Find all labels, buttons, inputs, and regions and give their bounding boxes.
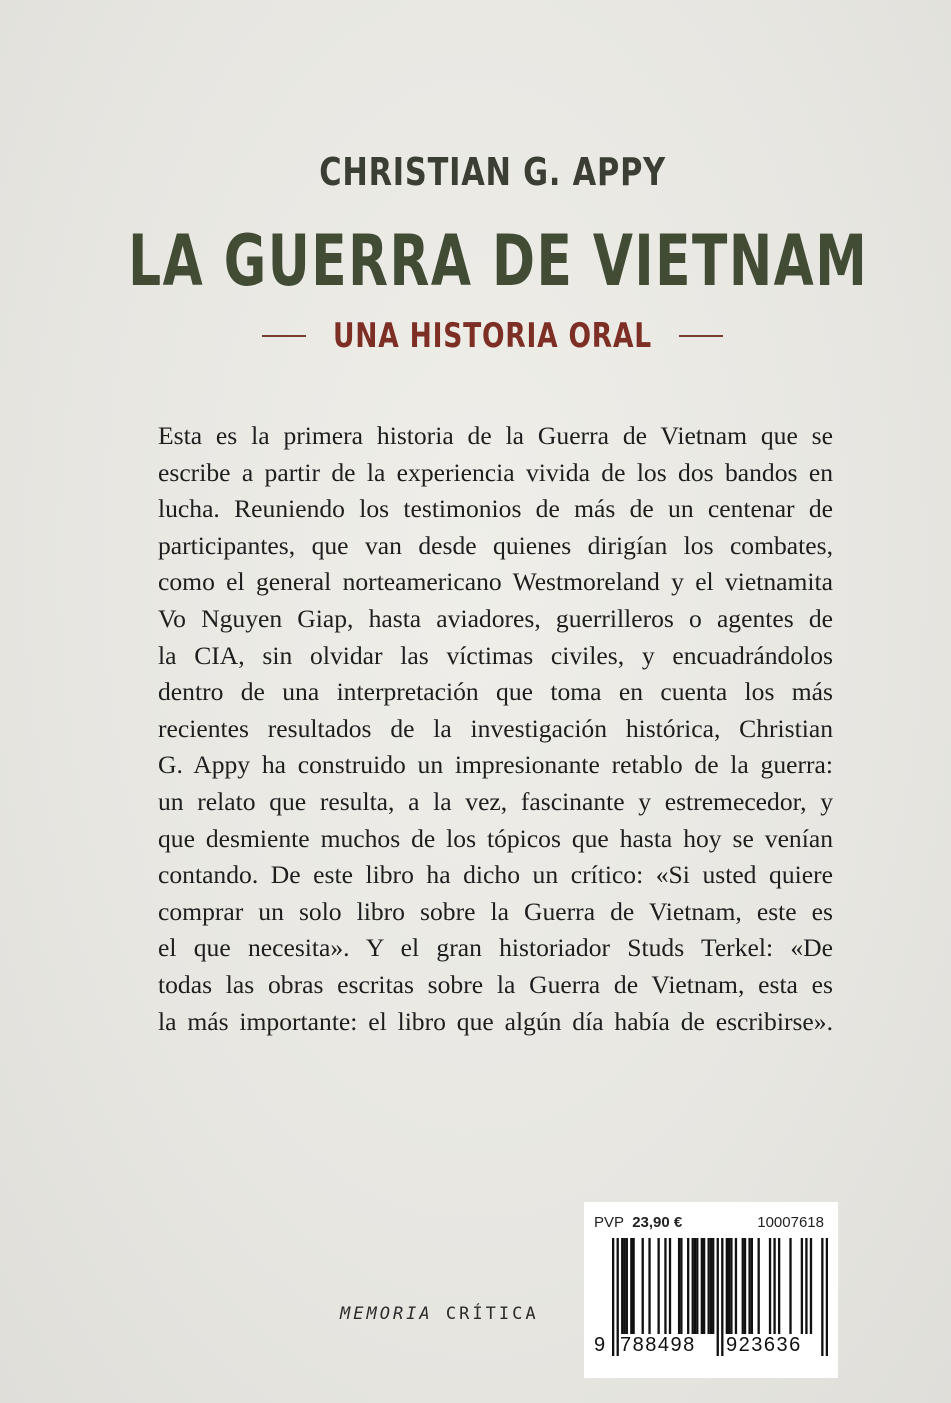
barcode-bar bbox=[712, 1238, 714, 1334]
barcode-bar bbox=[801, 1238, 803, 1334]
blurb-line: comprar un solo libro sobre la Guerra de Vietnam, este es bbox=[158, 896, 833, 926]
price-value: 23,90 € bbox=[632, 1214, 683, 1231]
collection-imprint bbox=[340, 1304, 539, 1324]
barcode-bar bbox=[678, 1238, 680, 1334]
barcode-bar bbox=[728, 1238, 730, 1334]
blurb-line: Esta es la primera historia de la Guerra de Vietnam que se bbox=[158, 421, 833, 450]
barcode-bar bbox=[621, 1238, 623, 1334]
barcode-bar bbox=[769, 1238, 771, 1334]
isbn-first-digit: 9 bbox=[594, 1334, 606, 1356]
blurb-line: que desmiente muchos de los tópicos que hasta hoy se venían bbox=[158, 823, 833, 853]
barcode-bar bbox=[717, 1238, 719, 1356]
barcode-bar bbox=[710, 1238, 712, 1334]
barcode-bar bbox=[744, 1238, 746, 1334]
barcode-bar bbox=[632, 1238, 634, 1334]
barcode-bar bbox=[617, 1238, 619, 1356]
barcode-bar bbox=[687, 1238, 689, 1334]
subtitle-row bbox=[0, 316, 951, 356]
barcode-bar bbox=[773, 1238, 775, 1334]
barcode-bar bbox=[748, 1238, 750, 1334]
imprint-word-critica: CRÍTICA bbox=[445, 1304, 539, 1324]
barcode-bar bbox=[778, 1238, 780, 1334]
barcode-bar bbox=[707, 1238, 709, 1334]
book-subtitle: UNA HISTORIA ORAL bbox=[333, 316, 652, 356]
blurb-line: G. Appy ha construido un impresionante retablo de la guerra: bbox=[158, 750, 833, 780]
blurb-line: contando. De este libro ha dicho un crítico: «Si usted quiere bbox=[158, 860, 833, 890]
subtitle-dash-right bbox=[679, 335, 723, 337]
pvp-label: PVP bbox=[594, 1214, 625, 1231]
isbn-group-left: 788498 bbox=[620, 1334, 696, 1356]
barcode-bar bbox=[805, 1238, 807, 1334]
barcode-bar bbox=[664, 1238, 666, 1334]
author-name: CHRISTIAN G. APPY bbox=[319, 150, 666, 194]
barcode-bar bbox=[648, 1238, 650, 1334]
barcode-bar bbox=[758, 1238, 760, 1334]
barcode-bar bbox=[789, 1238, 791, 1334]
blurb-line: dentro de una interpretación que toma en cuenta los más bbox=[158, 677, 833, 707]
blurb-line: todas las obras escritas sobre la Guerra de Vietnam, esta es bbox=[158, 969, 833, 999]
barcode-bar bbox=[680, 1238, 682, 1334]
blurb-line: el que necesita». Y el gran historiador Studs Terkel: «De bbox=[158, 933, 833, 963]
barcode-label bbox=[584, 1202, 838, 1378]
barcode-bar bbox=[742, 1238, 744, 1334]
barcode-bar bbox=[630, 1238, 632, 1334]
blurb-text bbox=[158, 418, 833, 1040]
barcode-bar bbox=[721, 1238, 723, 1356]
blurb-line: la más importante: el libro que algún día había de escribirse». bbox=[158, 1006, 833, 1036]
barcode-bar bbox=[612, 1238, 614, 1356]
barcode-bar bbox=[751, 1238, 753, 1334]
barcode-bar bbox=[703, 1238, 705, 1334]
price-row bbox=[594, 1214, 826, 1231]
blurb-line: un relato que resulta, a la vez, fascinante y estremecedor, y bbox=[158, 786, 833, 816]
internal-code: 10007618 bbox=[757, 1214, 824, 1231]
barcode-bar bbox=[692, 1238, 694, 1334]
barcode-bar bbox=[694, 1238, 696, 1334]
barcode-bar bbox=[735, 1238, 737, 1334]
blurb-line: recientes resultados de la investigación histórica, Christian bbox=[158, 713, 833, 743]
barcode-bar bbox=[810, 1238, 812, 1334]
book-title: LA GUERRA DE VIETNAM bbox=[128, 220, 869, 302]
blurb-line: escribe a partir de la experiencia vivida de los dos bandos en bbox=[158, 457, 833, 487]
barcode-bar bbox=[623, 1238, 625, 1334]
imprint-word-memoria: MEMORIA bbox=[340, 1304, 433, 1324]
barcode-bar bbox=[726, 1238, 728, 1334]
barcode-bar bbox=[701, 1238, 703, 1334]
barcode-bar bbox=[696, 1238, 698, 1334]
barcode-bar bbox=[826, 1238, 828, 1356]
blurb-line: como el general norteamericano Westmoreland y el vietnamita bbox=[158, 567, 833, 597]
blurb-line: la CIA, sin olvidar las víctimas civiles, y encuadrándolos bbox=[158, 640, 833, 670]
barcode-bar bbox=[730, 1238, 732, 1334]
barcode-bar bbox=[657, 1238, 659, 1334]
isbn-group-right: 923636 bbox=[726, 1334, 802, 1356]
barcode-bar bbox=[642, 1238, 644, 1334]
barcode-bar bbox=[669, 1238, 671, 1334]
barcode-bar bbox=[821, 1238, 823, 1356]
blurb-line: participantes, que van desde quienes dirigían los combates, bbox=[158, 530, 833, 560]
blurb-line: lucha. Reuniendo los testimonios de más de un centenar de bbox=[158, 494, 833, 524]
barcode-bar bbox=[626, 1238, 628, 1334]
subtitle-dash-left bbox=[262, 335, 306, 337]
blurb-line: Vo Nguyen Giap, hasta aviadores, guerrilleros o agentes de bbox=[158, 603, 833, 633]
